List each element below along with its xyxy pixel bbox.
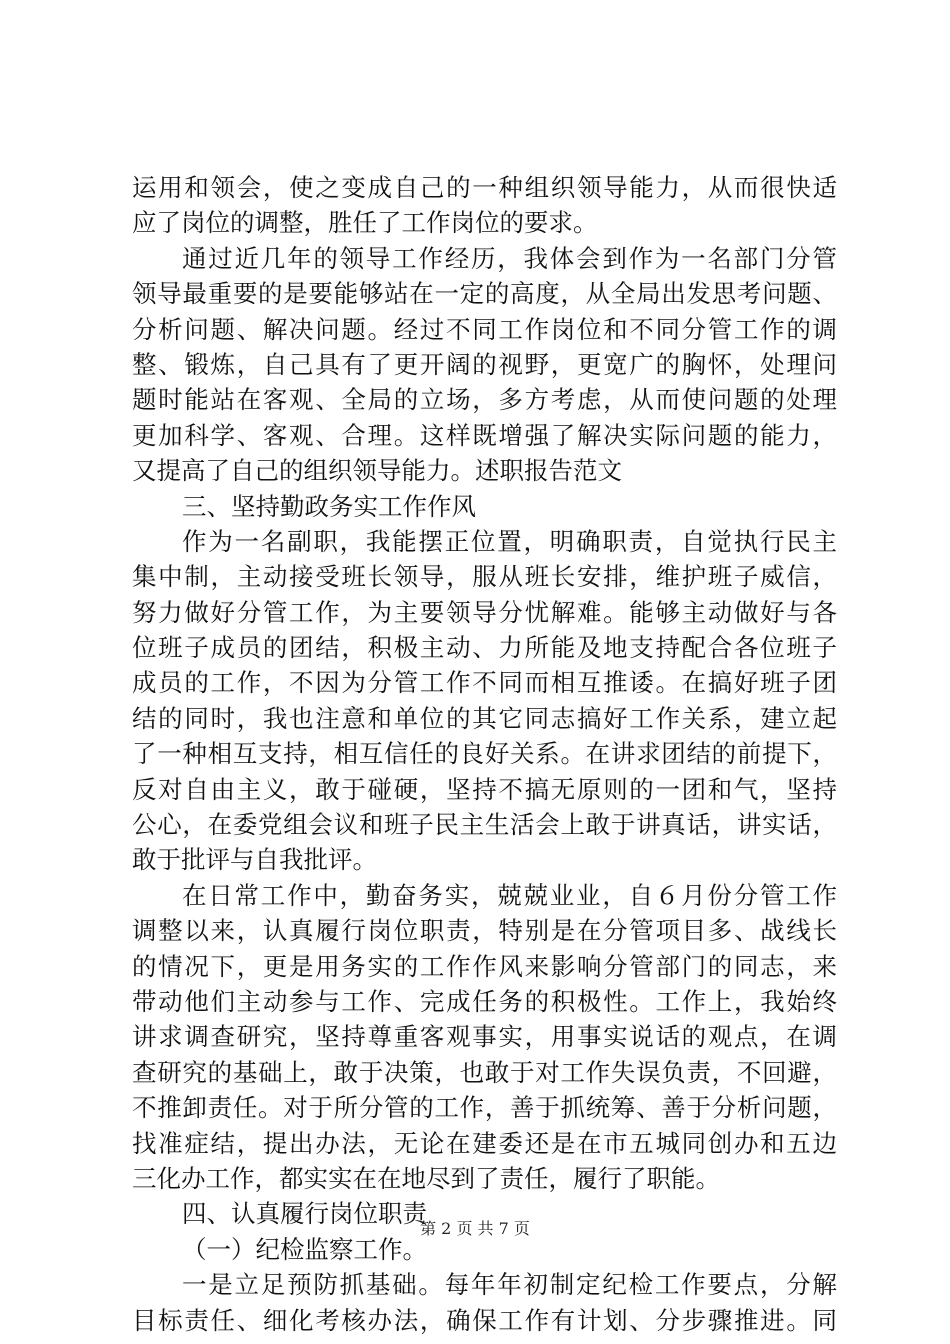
text-line: 作为一名副职，我能摆正位置，明确职责，自觉执行民主: [182, 526, 837, 556]
text-line: 敢于批评与自我批评。: [132, 845, 377, 875]
text-line: 调整以来，认真履行岗位职责，特别是在分管项目多、战线长: [132, 916, 837, 946]
text-line: 更加科学、客观、合理。这样既增强了解决实际问题的能力，: [132, 420, 837, 450]
text-line: 分析问题、解决问题。经过不同工作岗位和不同分管工作的调: [132, 314, 837, 344]
text-line: 领导最重要的是要能够站在一定的高度，从全局出发思考问题、: [132, 279, 837, 309]
text-line: 带动他们主动参与工作、完成任务的积极性。工作上，我始终: [132, 986, 837, 1016]
text-line: （一）纪检监察工作。: [182, 1234, 427, 1264]
text-line: 目标责任、细化考核办法，确保工作有计划、分步骤推进。同: [132, 1305, 837, 1335]
text-line: 在日常工作中，勤奋务实，兢兢业业，自６月份分管工作: [182, 880, 837, 910]
text-line: 公心，在委党组会议和班子民主生活会上敢于讲真话，讲实话，: [132, 810, 837, 840]
text-line: 整、锻炼，自己具有了更开阔的视野，更宽广的胸怀，处理问: [132, 349, 837, 379]
document-body: [132, 170, 837, 1338]
text-line: 反对自由主义，敢于碰硬，坚持不搞无原则的一团和气，坚持: [132, 774, 837, 804]
text-line: 一是立足预防抓基础。每年年初制定纪检工作要点，分解: [182, 1270, 837, 1300]
text-line: 题时能站在客观、全局的立场，多方考虑，从而使问题的处理: [132, 385, 837, 415]
text-line: 的情况下，更是用务实的工作作风来影响分管部门的同志，来: [132, 951, 837, 981]
text-line: 又提高了自己的组织领导能力。述职报告范文: [132, 456, 622, 486]
text-line: 三、坚持勤政务实工作作风: [182, 491, 476, 521]
text-line: 结的同时，我也注意和单位的其它同志搞好工作关系，建立起: [132, 703, 837, 733]
text-line: 讲求调查研究，坚持尊重客观事实，用事实说话的观点，在调: [132, 1022, 837, 1052]
text-line: 位班子成员的团结，积极主动、力所能及地支持配合各位班子: [132, 633, 837, 663]
text-line: 成员的工作，不因为分管工作不同而相互推诿。在搞好班子团: [132, 668, 837, 698]
text-line: 三化办工作，都实实在在地尽到了责任，履行了职能。: [132, 1163, 720, 1193]
text-line: 努力做好分管工作，为主要领导分忧解难。能够主动做好与各: [132, 597, 837, 627]
text-line: 了一种相互支持，相互信任的良好关系。在讲求团结的前提下，: [132, 739, 837, 769]
text-line: 查研究的基础上，敢于决策，也敢于对工作失误负责，不回避，: [132, 1057, 837, 1087]
text-line: 找准症结，提出办法，无论在建委还是在市五城同创办和五边: [132, 1128, 837, 1158]
text-line: 通过近几年的领导工作经历，我体会到作为一名部门分管: [182, 243, 837, 273]
text-line: 运用和领会，使之变成自己的一种组织领导能力，从而很快适: [132, 173, 837, 202]
text-line: 集中制，主动接受班长领导，服从班长安排，维护班子威信，: [132, 562, 837, 592]
text-line: 不推卸责任。对于所分管的工作，善于抓统筹、善于分析问题，: [132, 1093, 837, 1123]
text-line: 四、认真履行岗位职责: [182, 1199, 427, 1229]
page-footer: 第 2 页 共 7 页: [420, 1219, 530, 1238]
text-line: 应了岗位的调整，胜任了工作岗位的要求。: [132, 208, 598, 238]
